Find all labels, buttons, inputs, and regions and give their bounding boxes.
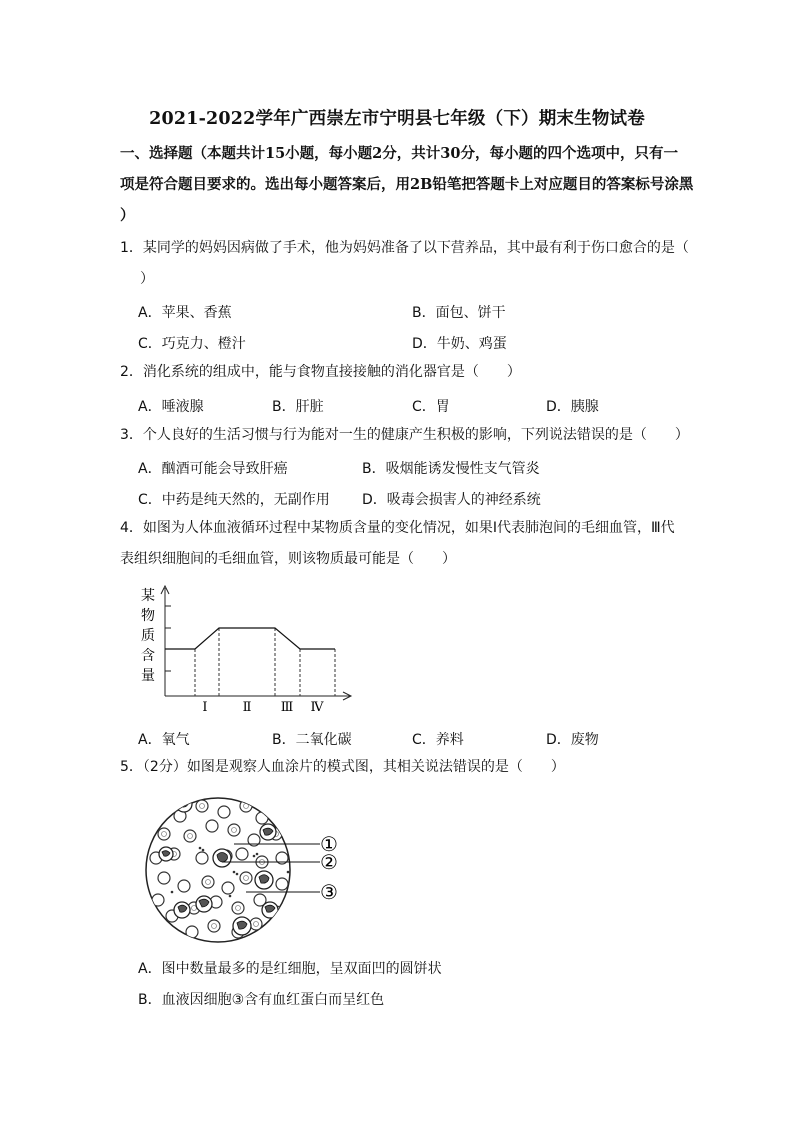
question-2-line1: 2．消化系统的组成中，能与食物直接接触的消化器官是（ ） xyxy=(120,364,521,380)
q1-option-d[interactable]: D．牛奶、鸡蛋 xyxy=(412,336,507,352)
section-heading-line2: 项是符合题目要求的。选出每小题答案后，用2B铅笔把答题卡上对应题目的答案标号涂黑 xyxy=(120,176,694,193)
section-heading-line3: ） xyxy=(120,207,135,224)
q4-option-a[interactable]: A．氧气 xyxy=(138,732,190,748)
question-5 xyxy=(120,752,685,783)
q2-option-b[interactable]: B．肝脏 xyxy=(272,399,324,415)
marker-2: ② xyxy=(320,850,338,874)
q3-option-c[interactable]: C．中药是纯天然的，无副作用 xyxy=(138,492,330,508)
q4-ylabel-char: 某 xyxy=(141,588,155,604)
q4-option-c[interactable]: C．养料 xyxy=(412,732,464,748)
question-1-line2: ） xyxy=(140,271,154,287)
question-1-line1: 1．某同学的妈妈因病做了手术，他为妈妈准备了以下营养品，其中最有利于伤口愈合的是（ xyxy=(120,240,689,256)
exam-title: 2021-2022学年广西崇左市宁明县七年级（下）期末生物试卷 xyxy=(149,109,645,129)
q3-option-b[interactable]: B．吸烟能诱发慢性支气管炎 xyxy=(362,461,540,477)
question-2 xyxy=(120,357,685,388)
q4-ylabel-char: 质 xyxy=(141,628,155,644)
question-4-line1: 4．如图为人体血液循环过程中某物质含量的变化情况，如果Ⅰ代表肺泡间的毛细血管，Ⅲ代 xyxy=(120,520,675,536)
question-5-line1: 5．（2分）如图是观察人血涂片的模式图，其相关说法错误的是（ ） xyxy=(120,759,565,775)
q4-xlabel: Ⅰ xyxy=(202,700,208,715)
question-1 xyxy=(120,233,689,295)
q2-option-a[interactable]: A．唾液腺 xyxy=(138,399,204,415)
q4-xlabel: Ⅱ xyxy=(242,700,252,715)
q2-option-d[interactable]: D．胰腺 xyxy=(546,399,599,415)
q1-option-c[interactable]: C．巧克力、橙汁 xyxy=(138,336,246,352)
q1-option-b[interactable]: B．面包、饼干 xyxy=(412,305,506,321)
marker-3: ③ xyxy=(320,880,338,904)
q5-option-b[interactable]: B．血液因细胞③含有血红蛋白而呈红色 xyxy=(138,992,385,1008)
q4-option-b[interactable]: B．二氧化碳 xyxy=(272,732,352,748)
q4-ylabel-char: 含 xyxy=(141,648,155,664)
q4-option-d[interactable]: D．废物 xyxy=(546,732,599,748)
q5-option-a[interactable]: A．图中数量最多的是红细胞，呈双面凹的圆饼状 xyxy=(138,961,442,977)
question-3 xyxy=(120,420,689,451)
question-4 xyxy=(120,513,685,575)
q4-xlabel: Ⅳ xyxy=(310,700,324,715)
q2-option-c[interactable]: C．胃 xyxy=(412,399,450,415)
q4-xlabel: Ⅲ xyxy=(280,700,294,715)
question-3-line1: 3．个人良好的生活习惯与行为能对一生的健康产生积极的影响，下列说法错误的是（ ） xyxy=(120,427,689,443)
marker-1: ① xyxy=(320,832,338,856)
question-4-line2: 表组织细胞间的毛细血管，则该物质最可能是（ ） xyxy=(120,551,456,567)
section-heading xyxy=(120,138,694,231)
q3-option-a[interactable]: A．酗酒可能会导致肝癌 xyxy=(138,461,288,477)
q4-ylabel-char: 量 xyxy=(141,668,155,684)
q4-ylabel-char: 物 xyxy=(141,608,155,624)
section-heading-line1: 一、选择题（本题共计15小题，每小题2分，共计30分，每小题的四个选项中，只有一 xyxy=(120,145,678,162)
q4-figure xyxy=(135,580,365,715)
q3-option-d[interactable]: D．吸毒会损害人的神经系统 xyxy=(362,492,541,508)
q4-series-line xyxy=(165,628,335,649)
q1-option-a[interactable]: A．苹果、香蕉 xyxy=(138,305,232,321)
blood-smear-figure xyxy=(142,792,357,952)
